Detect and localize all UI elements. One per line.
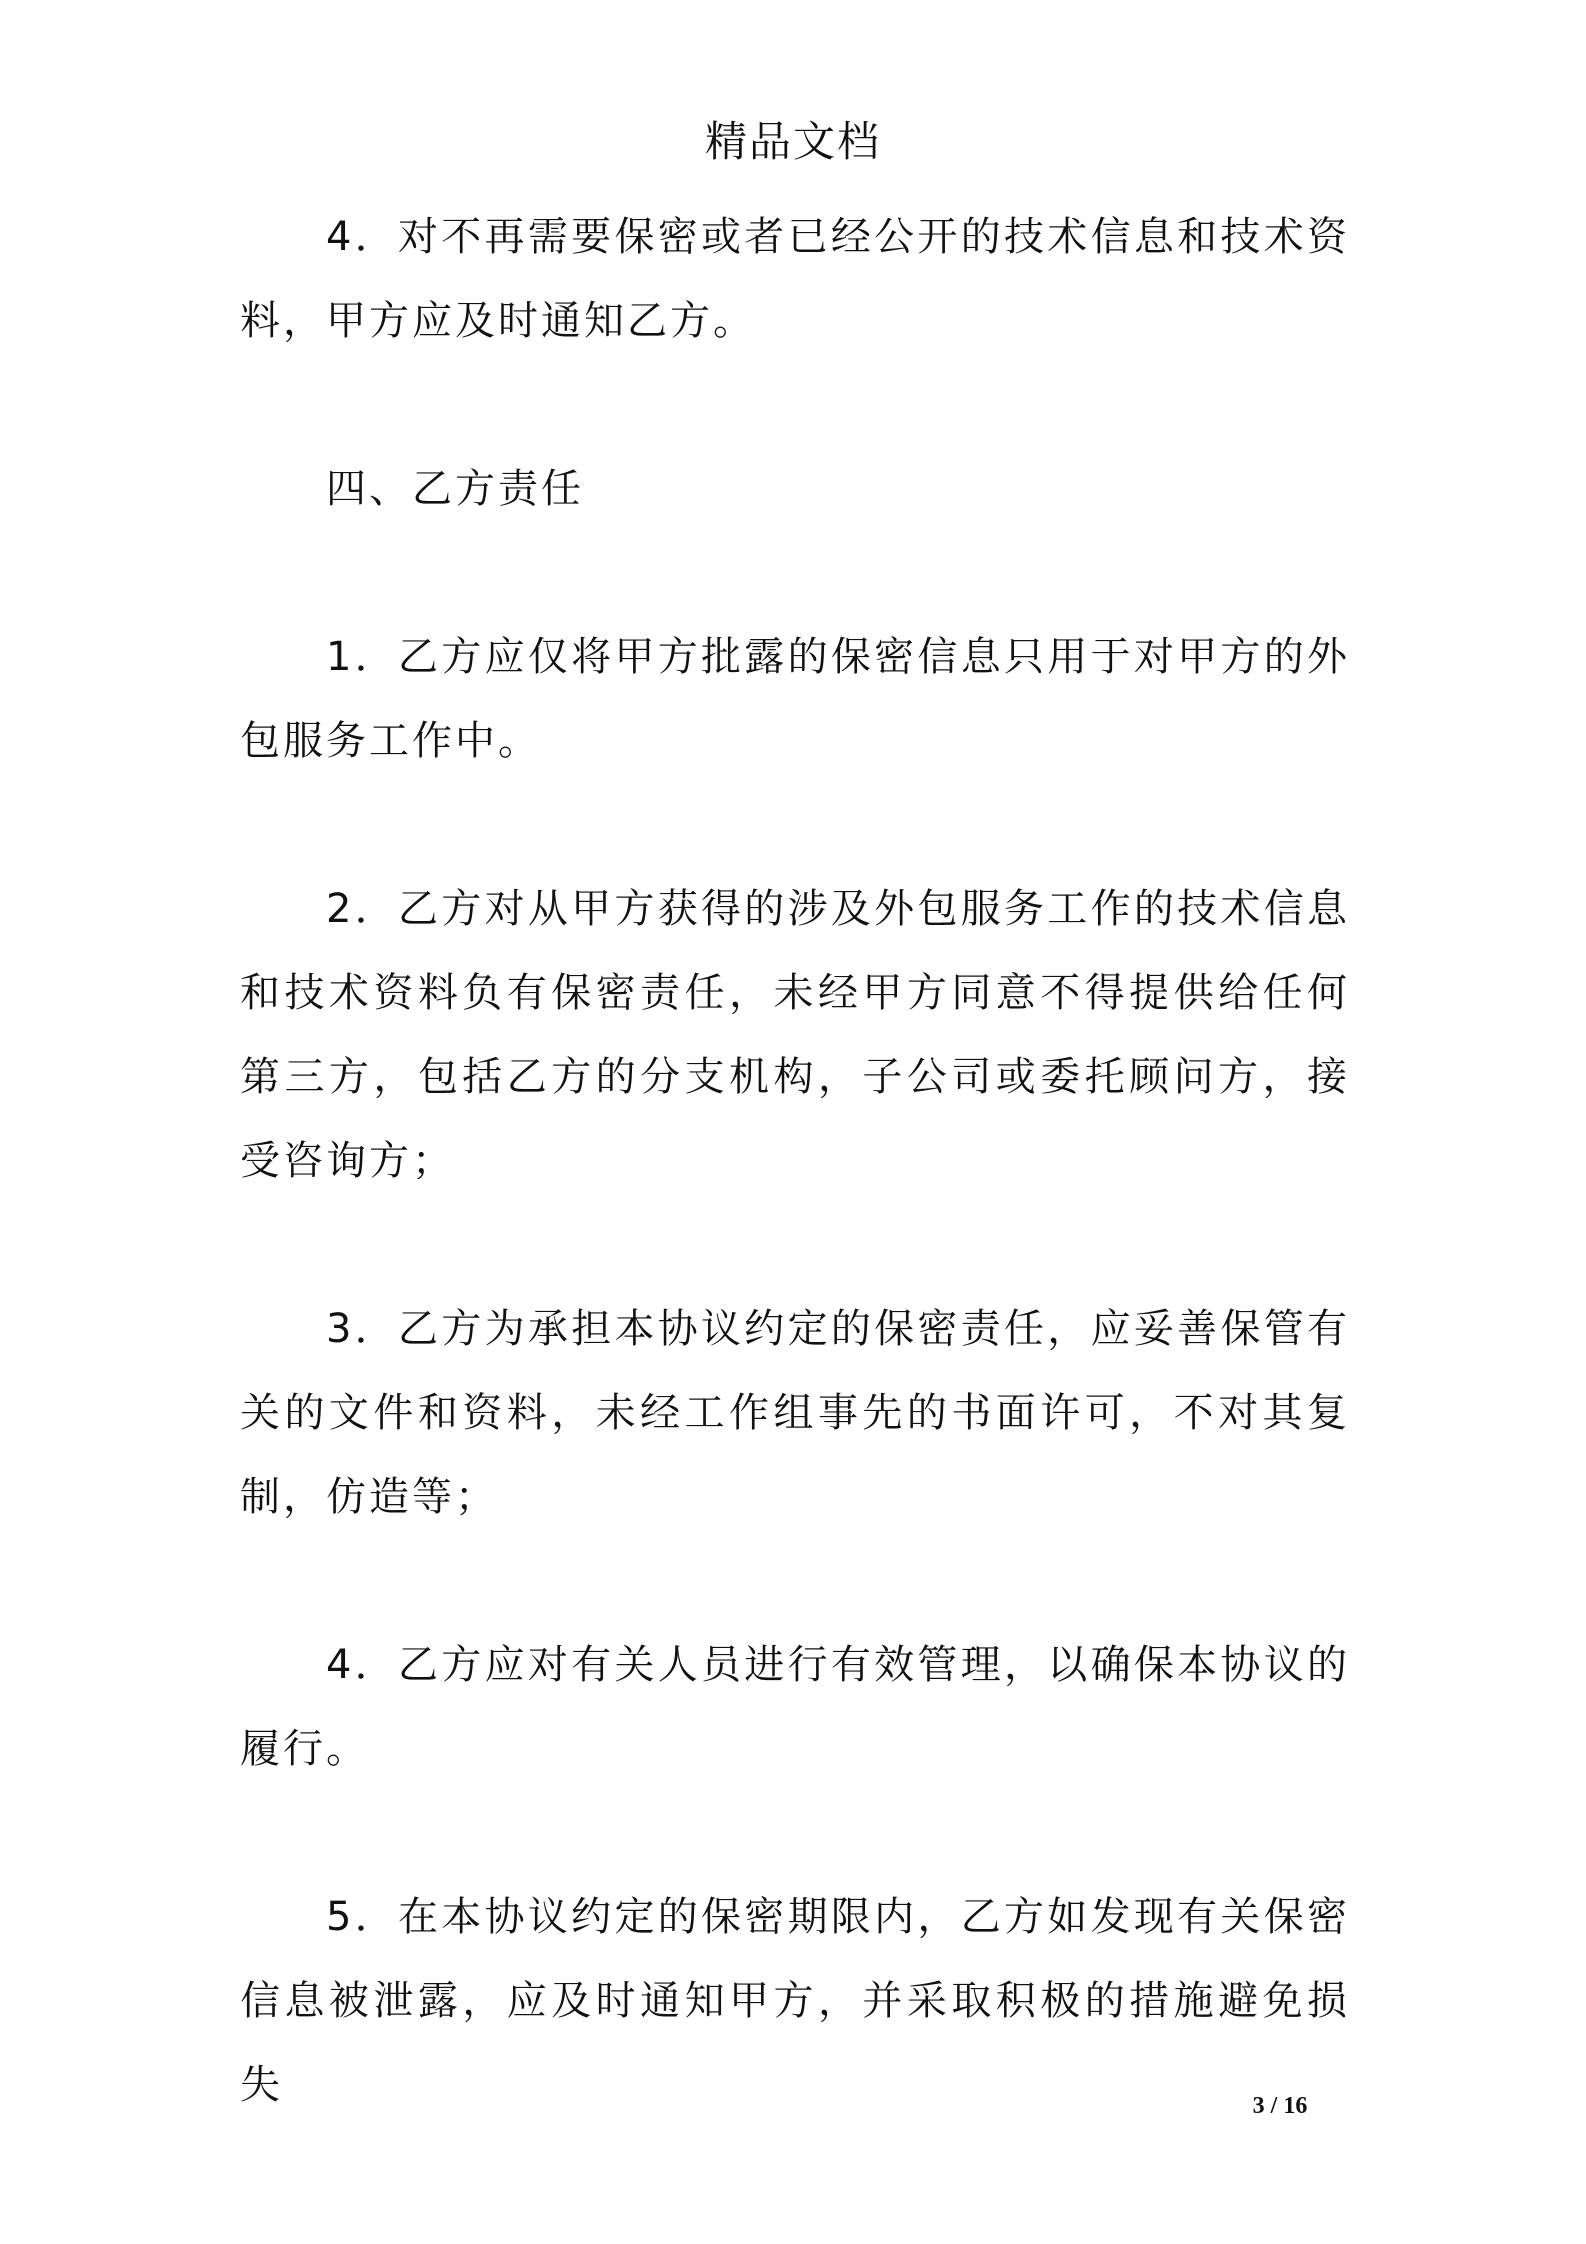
- document-body: [240, 195, 1350, 2211]
- paragraph-duty-1: 1．乙方应仅将甲方批露的保密信息只用于对甲方的外包服务工作中。: [240, 634, 1350, 764]
- paragraph-duty-4: 4．乙方应对有关人员进行有效管理，以确保本协议的履行。: [240, 1642, 1350, 1772]
- section-heading-party-b-duties: 四、乙方责任: [326, 466, 584, 512]
- paragraph-clause-4-public-info: 4．对不再需要保密或者已经公开的技术信息和技术资料，甲方应及时通知乙方。: [240, 214, 1350, 344]
- paragraph-duty-3: 3．乙方为承担本协议约定的保密责任，应妥善保管有关的文件和资料，未经工作组事先的书面许可，不对其复制，仿造等；: [240, 1306, 1350, 1520]
- paragraph-duty-5: 5．在本协议约定的保密期限内，乙方如发现有关保密信息被泄露，应及时通知甲方，并采取积极的措施避免损失: [240, 1894, 1350, 2108]
- page-header-title: 精品文档: [704, 117, 881, 166]
- page-number: 3 / 16: [1252, 2093, 1308, 2119]
- paragraph-duty-2: 2．乙方对从甲方获得的涉及外包服务工作的技术信息和技术资料负有保密责任，未经甲方同意不得提供给任何第三方，包括乙方的分支机构，子公司或委托顾问方，接受咨询方；: [240, 886, 1350, 1184]
